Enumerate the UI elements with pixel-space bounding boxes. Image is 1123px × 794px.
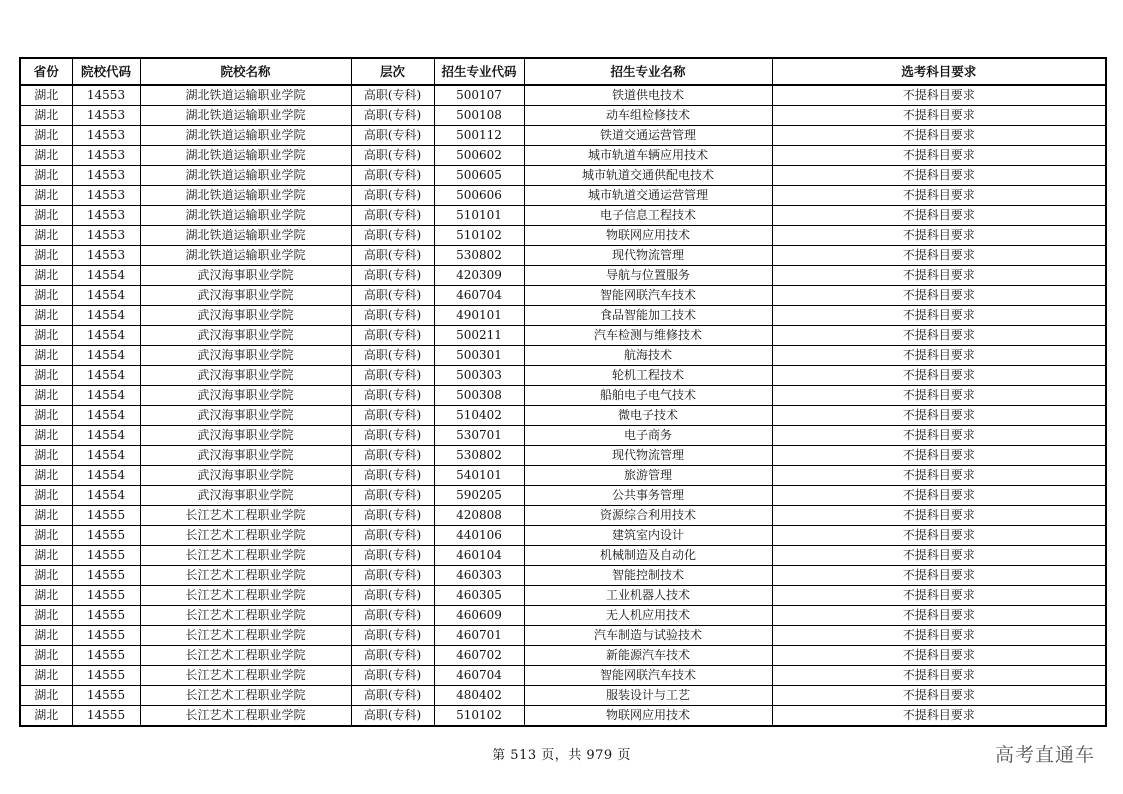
table-row (20, 426, 1106, 446)
province-cell: 湖北 (20, 466, 72, 486)
table-row (20, 666, 1106, 686)
school-name-cell: 湖北铁道运输职业学院 (140, 126, 351, 146)
table-row (20, 486, 1106, 506)
level-cell: 高职(专科) (351, 286, 434, 306)
level-cell: 高职(专科) (351, 546, 434, 566)
school-code-cell: 14555 (72, 646, 140, 666)
table-row (20, 326, 1106, 346)
major-code-cell: 510102 (434, 706, 524, 727)
school-name-cell: 长江艺术工程职业学院 (140, 646, 351, 666)
province-cell: 湖北 (20, 666, 72, 686)
subject-requirement-cell: 不提科目要求 (772, 246, 1106, 266)
major-name-cell: 公共事务管理 (524, 486, 772, 506)
subject-requirement-cell: 不提科目要求 (772, 346, 1106, 366)
table-row (20, 606, 1106, 626)
major-code-cell: 500605 (434, 166, 524, 186)
school-code-cell: 14554 (72, 266, 140, 286)
school-code-cell: 14553 (72, 85, 140, 106)
table-header-row (20, 58, 1106, 85)
major-code-cell: 500301 (434, 346, 524, 366)
level-cell: 高职(专科) (351, 506, 434, 526)
major-code-cell: 500107 (434, 85, 524, 106)
subject-requirement-cell: 不提科目要求 (772, 286, 1106, 306)
school-name-cell: 长江艺术工程职业学院 (140, 666, 351, 686)
province-cell: 湖北 (20, 186, 72, 206)
major-code-cell: 460704 (434, 666, 524, 686)
school-name-cell: 武汉海事职业学院 (140, 466, 351, 486)
column-header-subject-requirement: 选考科目要求 (772, 58, 1106, 85)
table-row (20, 526, 1106, 546)
table-row (20, 646, 1106, 666)
major-name-cell: 动车组检修技术 (524, 106, 772, 126)
subject-requirement-cell: 不提科目要求 (772, 426, 1106, 446)
school-name-cell: 武汉海事职业学院 (140, 486, 351, 506)
table-row (20, 366, 1106, 386)
major-name-cell: 服装设计与工艺 (524, 686, 772, 706)
level-cell: 高职(专科) (351, 326, 434, 346)
subject-requirement-cell: 不提科目要求 (772, 466, 1106, 486)
subject-requirement-cell: 不提科目要求 (772, 666, 1106, 686)
school-code-cell: 14554 (72, 446, 140, 466)
school-code-cell: 14555 (72, 526, 140, 546)
subject-requirement-cell: 不提科目要求 (772, 366, 1106, 386)
subject-requirement-cell: 不提科目要求 (772, 646, 1106, 666)
admission-table (19, 57, 1107, 727)
major-name-cell: 工业机器人技术 (524, 586, 772, 606)
major-name-cell: 城市轨道交通运营管理 (524, 186, 772, 206)
level-cell: 高职(专科) (351, 486, 434, 506)
province-cell: 湖北 (20, 346, 72, 366)
school-name-cell: 长江艺术工程职业学院 (140, 686, 351, 706)
subject-requirement-cell: 不提科目要求 (772, 406, 1106, 426)
major-name-cell: 城市轨道车辆应用技术 (524, 146, 772, 166)
school-name-cell: 长江艺术工程职业学院 (140, 566, 351, 586)
major-code-cell: 500112 (434, 126, 524, 146)
major-code-cell: 460609 (434, 606, 524, 626)
major-name-cell: 旅游管理 (524, 466, 772, 486)
major-name-cell: 智能控制技术 (524, 566, 772, 586)
province-cell: 湖北 (20, 126, 72, 146)
province-cell: 湖北 (20, 506, 72, 526)
level-cell: 高职(专科) (351, 386, 434, 406)
table-row (20, 246, 1106, 266)
page-number: 第 513 页，共 979 页 (492, 748, 631, 763)
level-cell: 高职(专科) (351, 446, 434, 466)
table-row (20, 686, 1106, 706)
school-code-cell: 14554 (72, 346, 140, 366)
province-cell: 湖北 (20, 546, 72, 566)
level-cell: 高职(专科) (351, 686, 434, 706)
subject-requirement-cell: 不提科目要求 (772, 546, 1106, 566)
table-body (20, 85, 1106, 726)
school-code-cell: 14553 (72, 226, 140, 246)
subject-requirement-cell: 不提科目要求 (772, 146, 1106, 166)
school-code-cell: 14554 (72, 386, 140, 406)
school-name-cell: 湖北铁道运输职业学院 (140, 186, 351, 206)
level-cell: 高职(专科) (351, 466, 434, 486)
subject-requirement-cell: 不提科目要求 (772, 326, 1106, 346)
major-code-cell: 460702 (434, 646, 524, 666)
column-header-level: 层次 (351, 58, 434, 85)
school-name-cell: 武汉海事职业学院 (140, 446, 351, 466)
level-cell: 高职(专科) (351, 626, 434, 646)
school-name-cell: 武汉海事职业学院 (140, 286, 351, 306)
table-row (20, 406, 1106, 426)
table-row (20, 106, 1106, 126)
school-name-cell: 湖北铁道运输职业学院 (140, 246, 351, 266)
subject-requirement-cell: 不提科目要求 (772, 506, 1106, 526)
major-name-cell: 微电子技术 (524, 406, 772, 426)
school-name-cell: 湖北铁道运输职业学院 (140, 226, 351, 246)
province-cell: 湖北 (20, 406, 72, 426)
province-cell: 湖北 (20, 386, 72, 406)
major-code-cell: 460303 (434, 566, 524, 586)
level-cell: 高职(专科) (351, 406, 434, 426)
major-name-cell: 现代物流管理 (524, 246, 772, 266)
subject-requirement-cell: 不提科目要求 (772, 386, 1106, 406)
school-code-cell: 14555 (72, 706, 140, 727)
table-row (20, 546, 1106, 566)
province-cell: 湖北 (20, 246, 72, 266)
major-code-cell: 510102 (434, 226, 524, 246)
major-name-cell: 物联网应用技术 (524, 706, 772, 727)
level-cell: 高职(专科) (351, 186, 434, 206)
table-row (20, 346, 1106, 366)
subject-requirement-cell: 不提科目要求 (772, 486, 1106, 506)
school-name-cell: 湖北铁道运输职业学院 (140, 85, 351, 106)
subject-requirement-cell: 不提科目要求 (772, 166, 1106, 186)
subject-requirement-cell: 不提科目要求 (772, 186, 1106, 206)
school-name-cell: 武汉海事职业学院 (140, 306, 351, 326)
school-code-cell: 14553 (72, 106, 140, 126)
major-name-cell: 食品智能加工技术 (524, 306, 772, 326)
major-name-cell: 船舶电子电气技术 (524, 386, 772, 406)
column-header-province: 省份 (20, 58, 72, 85)
major-name-cell: 轮机工程技术 (524, 366, 772, 386)
major-name-cell: 建筑室内设计 (524, 526, 772, 546)
major-code-cell: 420808 (434, 506, 524, 526)
major-code-cell: 500211 (434, 326, 524, 346)
table-row (20, 146, 1106, 166)
level-cell: 高职(专科) (351, 366, 434, 386)
school-name-cell: 武汉海事职业学院 (140, 326, 351, 346)
province-cell: 湖北 (20, 646, 72, 666)
subject-requirement-cell: 不提科目要求 (772, 446, 1106, 466)
province-cell: 湖北 (20, 326, 72, 346)
table-row (20, 206, 1106, 226)
major-code-cell: 460305 (434, 586, 524, 606)
major-code-cell: 500303 (434, 366, 524, 386)
school-code-cell: 14554 (72, 466, 140, 486)
level-cell: 高职(专科) (351, 526, 434, 546)
major-code-cell: 510101 (434, 206, 524, 226)
table-row (20, 85, 1106, 106)
major-name-cell: 汽车制造与试验技术 (524, 626, 772, 646)
table-row (20, 446, 1106, 466)
major-code-cell: 500602 (434, 146, 524, 166)
table-row (20, 266, 1106, 286)
province-cell: 湖北 (20, 446, 72, 466)
major-code-cell: 460701 (434, 626, 524, 646)
subject-requirement-cell: 不提科目要求 (772, 126, 1106, 146)
major-name-cell: 机械制造及自动化 (524, 546, 772, 566)
province-cell: 湖北 (20, 526, 72, 546)
level-cell: 高职(专科) (351, 566, 434, 586)
major-code-cell: 490101 (434, 306, 524, 326)
school-name-cell: 武汉海事职业学院 (140, 426, 351, 446)
school-name-cell: 长江艺术工程职业学院 (140, 606, 351, 626)
province-cell: 湖北 (20, 306, 72, 326)
major-name-cell: 导航与位置服务 (524, 266, 772, 286)
school-code-cell: 14553 (72, 126, 140, 146)
province-cell: 湖北 (20, 626, 72, 646)
province-cell: 湖北 (20, 686, 72, 706)
school-code-cell: 14554 (72, 286, 140, 306)
table-row (20, 466, 1106, 486)
column-header-school-code: 院校代码 (72, 58, 140, 85)
school-code-cell: 14553 (72, 146, 140, 166)
level-cell: 高职(专科) (351, 246, 434, 266)
school-name-cell: 长江艺术工程职业学院 (140, 706, 351, 727)
school-code-cell: 14555 (72, 586, 140, 606)
subject-requirement-cell: 不提科目要求 (772, 626, 1106, 646)
subject-requirement-cell: 不提科目要求 (772, 686, 1106, 706)
major-code-cell: 500308 (434, 386, 524, 406)
major-name-cell: 铁道交通运营管理 (524, 126, 772, 146)
major-name-cell: 资源综合利用技术 (524, 506, 772, 526)
level-cell: 高职(专科) (351, 306, 434, 326)
province-cell: 湖北 (20, 486, 72, 506)
province-cell: 湖北 (20, 286, 72, 306)
major-code-cell: 420309 (434, 266, 524, 286)
watermark-logo: 高考直通车 (994, 744, 1095, 766)
school-code-cell: 14554 (72, 306, 140, 326)
level-cell: 高职(专科) (351, 426, 434, 446)
major-name-cell: 铁道供电技术 (524, 85, 772, 106)
table-row (20, 506, 1106, 526)
school-code-cell: 14555 (72, 686, 140, 706)
subject-requirement-cell: 不提科目要求 (772, 586, 1106, 606)
major-name-cell: 电子信息工程技术 (524, 206, 772, 226)
province-cell: 湖北 (20, 106, 72, 126)
province-cell: 湖北 (20, 206, 72, 226)
major-code-cell: 530802 (434, 246, 524, 266)
school-code-cell: 14553 (72, 206, 140, 226)
major-name-cell: 无人机应用技术 (524, 606, 772, 626)
major-name-cell: 智能网联汽车技术 (524, 666, 772, 686)
level-cell: 高职(专科) (351, 266, 434, 286)
level-cell: 高职(专科) (351, 146, 434, 166)
province-cell: 湖北 (20, 706, 72, 727)
subject-requirement-cell: 不提科目要求 (772, 206, 1106, 226)
column-header-major-code: 招生专业代码 (434, 58, 524, 85)
school-name-cell: 武汉海事职业学院 (140, 366, 351, 386)
school-name-cell: 武汉海事职业学院 (140, 386, 351, 406)
major-code-cell: 460704 (434, 286, 524, 306)
school-name-cell: 湖北铁道运输职业学院 (140, 106, 351, 126)
school-name-cell: 长江艺术工程职业学院 (140, 626, 351, 646)
major-code-cell: 460104 (434, 546, 524, 566)
school-code-cell: 14555 (72, 566, 140, 586)
school-code-cell: 14555 (72, 626, 140, 646)
major-code-cell: 500606 (434, 186, 524, 206)
province-cell: 湖北 (20, 366, 72, 386)
major-code-cell: 500108 (434, 106, 524, 126)
table-row (20, 386, 1106, 406)
subject-requirement-cell: 不提科目要求 (772, 85, 1106, 106)
school-code-cell: 14555 (72, 666, 140, 686)
school-code-cell: 14553 (72, 186, 140, 206)
major-name-cell: 现代物流管理 (524, 446, 772, 466)
level-cell: 高职(专科) (351, 706, 434, 727)
table-row (20, 306, 1106, 326)
school-code-cell: 14554 (72, 486, 140, 506)
level-cell: 高职(专科) (351, 206, 434, 226)
province-cell: 湖北 (20, 146, 72, 166)
major-name-cell: 物联网应用技术 (524, 226, 772, 246)
major-code-cell: 440106 (434, 526, 524, 546)
province-cell: 湖北 (20, 586, 72, 606)
table-row (20, 566, 1106, 586)
subject-requirement-cell: 不提科目要求 (772, 706, 1106, 727)
major-code-cell: 510402 (434, 406, 524, 426)
level-cell: 高职(专科) (351, 586, 434, 606)
subject-requirement-cell: 不提科目要求 (772, 266, 1106, 286)
column-header-major-name: 招生专业名称 (524, 58, 772, 85)
level-cell: 高职(专科) (351, 666, 434, 686)
subject-requirement-cell: 不提科目要求 (772, 606, 1106, 626)
school-name-cell: 湖北铁道运输职业学院 (140, 146, 351, 166)
school-code-cell: 14554 (72, 326, 140, 346)
province-cell: 湖北 (20, 266, 72, 286)
school-name-cell: 长江艺术工程职业学院 (140, 526, 351, 546)
subject-requirement-cell: 不提科目要求 (772, 306, 1106, 326)
province-cell: 湖北 (20, 566, 72, 586)
school-code-cell: 14554 (72, 406, 140, 426)
province-cell: 湖北 (20, 226, 72, 246)
school-code-cell: 14555 (72, 606, 140, 626)
major-code-cell: 540101 (434, 466, 524, 486)
table-row (20, 286, 1106, 306)
school-name-cell: 长江艺术工程职业学院 (140, 546, 351, 566)
school-name-cell: 武汉海事职业学院 (140, 406, 351, 426)
major-name-cell: 汽车检测与维修技术 (524, 326, 772, 346)
school-code-cell: 14553 (72, 166, 140, 186)
province-cell: 湖北 (20, 426, 72, 446)
table-row (20, 706, 1106, 727)
major-code-cell: 480402 (434, 686, 524, 706)
school-code-cell: 14554 (72, 366, 140, 386)
major-name-cell: 城市轨道交通供配电技术 (524, 166, 772, 186)
admission-table-container (19, 57, 1105, 727)
major-code-cell: 590205 (434, 486, 524, 506)
major-name-cell: 航海技术 (524, 346, 772, 366)
level-cell: 高职(专科) (351, 106, 434, 126)
subject-requirement-cell: 不提科目要求 (772, 106, 1106, 126)
subject-requirement-cell: 不提科目要求 (772, 226, 1106, 246)
level-cell: 高职(专科) (351, 606, 434, 626)
major-code-cell: 530802 (434, 446, 524, 466)
major-name-cell: 智能网联汽车技术 (524, 286, 772, 306)
province-cell: 湖北 (20, 85, 72, 106)
province-cell: 湖北 (20, 166, 72, 186)
table-row (20, 586, 1106, 606)
school-code-cell: 14555 (72, 546, 140, 566)
major-code-cell: 530701 (434, 426, 524, 446)
level-cell: 高职(专科) (351, 85, 434, 106)
school-name-cell: 长江艺术工程职业学院 (140, 506, 351, 526)
table-row (20, 166, 1106, 186)
column-header-school-name: 院校名称 (140, 58, 351, 85)
table-row (20, 186, 1106, 206)
school-code-cell: 14554 (72, 426, 140, 446)
subject-requirement-cell: 不提科目要求 (772, 526, 1106, 546)
level-cell: 高职(专科) (351, 166, 434, 186)
province-cell: 湖北 (20, 606, 72, 626)
school-code-cell: 14555 (72, 506, 140, 526)
school-name-cell: 武汉海事职业学院 (140, 266, 351, 286)
school-name-cell: 湖北铁道运输职业学院 (140, 166, 351, 186)
table-row (20, 226, 1106, 246)
table-row (20, 626, 1106, 646)
school-code-cell: 14553 (72, 246, 140, 266)
major-name-cell: 电子商务 (524, 426, 772, 446)
school-name-cell: 长江艺术工程职业学院 (140, 586, 351, 606)
table-row (20, 126, 1106, 146)
major-name-cell: 新能源汽车技术 (524, 646, 772, 666)
school-name-cell: 武汉海事职业学院 (140, 346, 351, 366)
level-cell: 高职(专科) (351, 126, 434, 146)
school-name-cell: 湖北铁道运输职业学院 (140, 206, 351, 226)
level-cell: 高职(专科) (351, 226, 434, 246)
level-cell: 高职(专科) (351, 646, 434, 666)
level-cell: 高职(专科) (351, 346, 434, 366)
subject-requirement-cell: 不提科目要求 (772, 566, 1106, 586)
